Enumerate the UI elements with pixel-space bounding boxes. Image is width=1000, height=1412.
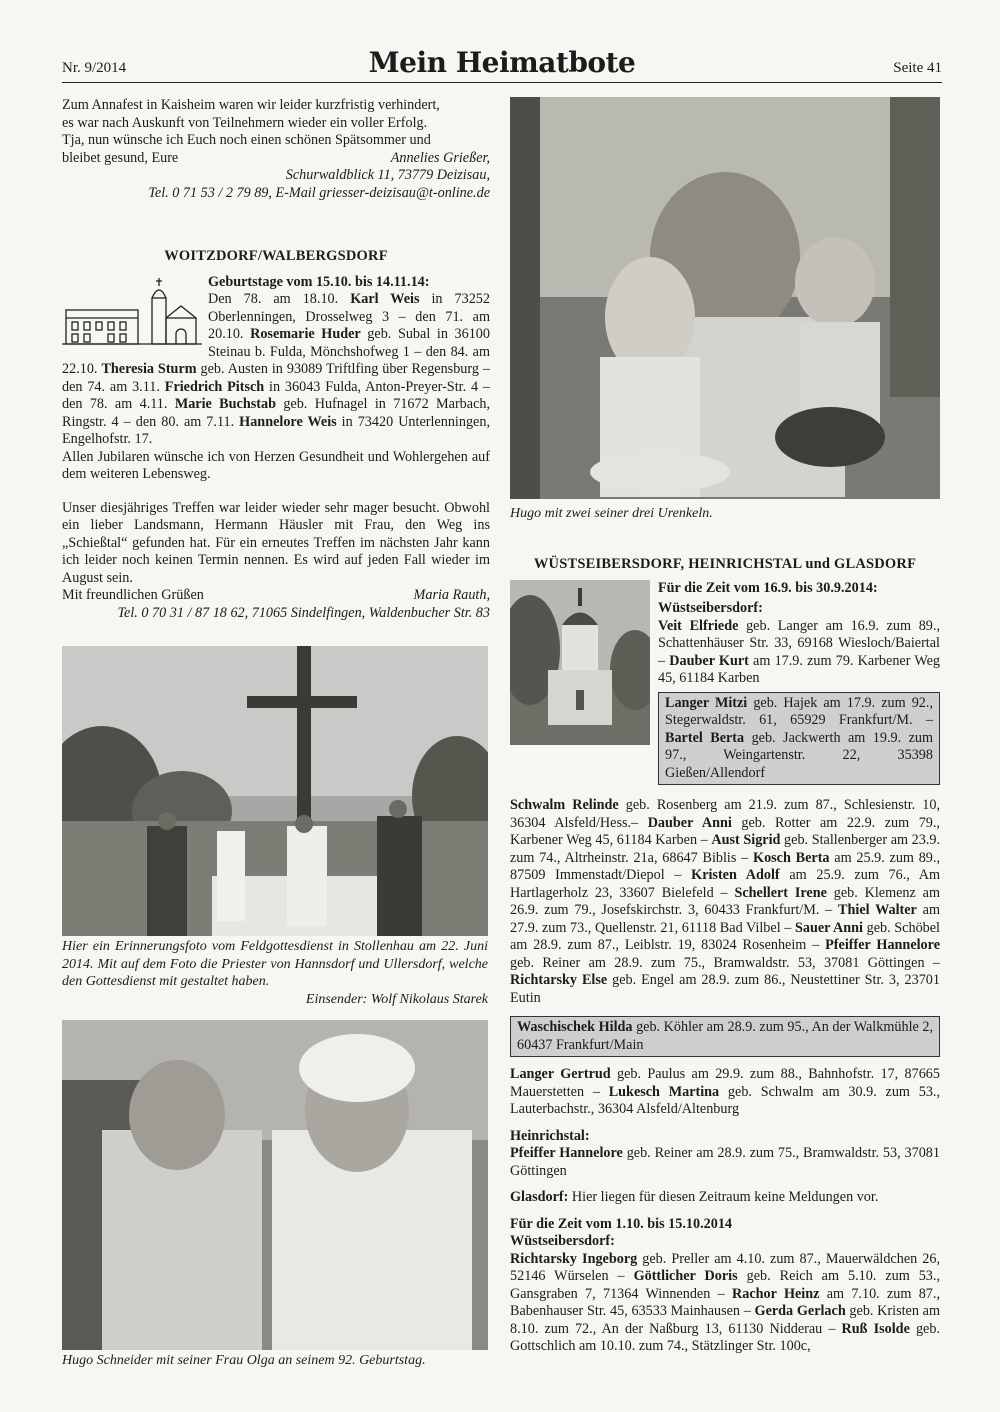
signature-name: Maria Rauth, bbox=[413, 587, 490, 603]
entry-name: Gerda Gerlach bbox=[754, 1303, 846, 1319]
issue-number: Nr. 9/2014 bbox=[62, 60, 127, 76]
entry-text: geb. Gottschlich am 10.10. zum 74., Stätzlinger Str. 100c, bbox=[510, 1320, 940, 1354]
entry-name: Marie Buchstab bbox=[174, 396, 276, 412]
entry-text: am 25.9. zum 89., 87509 Immenstadt/Diepol – bbox=[510, 849, 940, 883]
entry-name: Langer Mitzi bbox=[665, 694, 748, 711]
photo-great-grandchildren bbox=[510, 97, 940, 499]
entry-text: geb. Engel am 28.9. zum 86., Neustettiner Str. 3, 23701 Eutin bbox=[510, 972, 940, 1006]
place-heading: Glasdorf: bbox=[510, 1189, 569, 1205]
entry-text: geb. Reiner am 28.9. zum 75., Bramwaldstr. 53, 37081 Göttingen – bbox=[510, 954, 940, 971]
entry-text: am 25.9. zum 76., Am Hartlagerholz 23, 33607 Bielefeld – bbox=[510, 867, 940, 901]
intro-line: es war nach Auskunft von Teilnehmern wieder ein voller Erfolg. bbox=[62, 114, 428, 131]
entry-text: in 73420 Unterlenningen, Engelhofstr. 17. bbox=[62, 413, 490, 447]
entry-name: Aust Sigrid bbox=[711, 832, 781, 848]
entry-name: Ruß Isolde bbox=[841, 1320, 910, 1337]
entry-name: Karl Weis bbox=[350, 291, 420, 307]
entry-text: Den 78. am 18.10. bbox=[208, 291, 351, 307]
entry-text: geb. Austen in 93089 Triftlfing über Regensburg – den 74. am 3.11. bbox=[62, 361, 491, 395]
entry-name: Richtarsky Else bbox=[510, 972, 608, 988]
entry-name: Friedrich Pitsch bbox=[164, 378, 265, 395]
entry-name: Richtarsky Ingeborg bbox=[510, 1250, 638, 1267]
place-heading: Wüstseibersdorf: bbox=[658, 600, 763, 616]
entry-text: geb. Klemenz am 26.9. zum 79., Josefskirchstr. 3, 60433 Frankfurt/M. – bbox=[510, 884, 940, 918]
intro-closing bbox=[62, 150, 490, 168]
greeting-text: Mit freundlichen Grüßen bbox=[62, 587, 204, 603]
entry-text: geb. Reich am 5.10. zum 53., Gansgraben 7, 71364 Winnenden – bbox=[510, 1268, 940, 1302]
entry-name: Lukesch Martina bbox=[608, 1083, 720, 1100]
caption-sender: Einsender: Wolf Nikolaus Starek bbox=[305, 991, 488, 1007]
entry-text: geb. Köhler am 28.9. zum 95., An der Walkmühle 2, 60437 Frankfurt/Main bbox=[517, 1019, 934, 1053]
entry-text: geb. Preller am 4.10. zum 87., Mauerwäldchen 26, 52146 Würselen – bbox=[510, 1250, 940, 1284]
period-heading: Für die Zeit vom 1.10. bis 15.10.2014 bbox=[510, 1215, 733, 1232]
entry-text: am 17.9. zum 79. Karbener Weg 45, 61184 Karben bbox=[658, 652, 941, 686]
birthdays-block-b bbox=[510, 797, 940, 1007]
entry-name: Schwalm Relinde bbox=[510, 797, 619, 813]
highlight-box-1 bbox=[658, 692, 940, 786]
meeting-text: Unser diesjähriges Treffen war leider wieder sehr mager besucht. Obwohl ein lieber Landsmann, Hermann Häusler mit Frau, den Weg ins „Schießtal“ gefunden hat. Für ein erneutes Treffen im nächsten Jahr kann ich leider noch keinen Termin nennen. Es wird auf jeden Fall wieder im August sein. bbox=[62, 499, 490, 586]
entry-text: in 73252 Oberlenningen, Drosselweg 3 – den 71. am 20.10. bbox=[208, 291, 490, 342]
page-header bbox=[62, 46, 942, 83]
entry-name: Veit Elfriede bbox=[658, 617, 739, 634]
entry-text: geb. Hajek am 17.9. zum 92., Stegerwaldstr. 61, 65929 Frankfurt/M. – bbox=[665, 694, 933, 728]
entry-text: am 7.10. zum 87., Babenhauser Str. 45, 63533 Mainhausen – bbox=[510, 1285, 940, 1319]
entry-name: Sauer Anni bbox=[794, 919, 864, 936]
signature-address: Schurwaldblick 11, 73779 Deizisau, bbox=[285, 167, 490, 183]
entry-name: Pfeiffer Hannelore bbox=[825, 937, 940, 953]
highlight-box-2 bbox=[510, 1016, 940, 1057]
masthead-logo: Mein Heimatbote bbox=[368, 46, 636, 79]
right-column-text bbox=[510, 556, 940, 1356]
entry-text: in 36043 Fulda, Anton-Preyer-Str. 4 – den 78. am 4.11. bbox=[62, 378, 490, 412]
intro-line: Tja, nun wünsche ich Euch noch einen schönen Spätsommer und bbox=[62, 132, 431, 148]
entry-name: Schellert Irene bbox=[734, 884, 827, 901]
closing-greeting bbox=[62, 587, 490, 605]
page-number: Seite 41 bbox=[893, 60, 942, 76]
entry-text: geb. Jackwerth am 19.9. zum 97., Weingartenstr. 22, 35398 Gießen/Allendorf bbox=[665, 729, 933, 781]
entry-text: geb. Langer am 16.9. zum 89., Schattenhäuser Str. 33, 69168 Wiesloch/Baiertal – bbox=[658, 617, 940, 669]
caption-couple: Hugo Schneider mit seiner Frau Olga an seinem 92. Geburtstag. bbox=[62, 1353, 426, 1368]
caption-great-grandchildren: Hugo mit zwei seiner drei Urenkeln. bbox=[510, 506, 713, 521]
section-title-woitzdorf: WOITZDORF/WALBERGSDORF bbox=[164, 248, 388, 264]
left-column-text bbox=[62, 97, 490, 622]
entry-name: Pfeiffer Hannelore bbox=[510, 1145, 623, 1161]
intro-line: Zum Annafest in Kaisheim waren wir leider kurzfristig verhindert, bbox=[62, 97, 440, 113]
wishes-text: Allen Jubilaren wünsche ich von Herzen Gesundheit und Wohlergehen auf dem weiteren Lebensweg. bbox=[62, 448, 490, 482]
entry-text: geb. Rosenberg am 21.9. zum 87., Schlesienstr. 10, 36304 Alsfeld/Hess.– bbox=[510, 797, 940, 831]
entry-name: Rachor Heinz bbox=[732, 1285, 820, 1302]
photo-field-service bbox=[62, 646, 488, 936]
entry-text: geb. Hufnagel in 71672 Marbach, Ringstr. 4 – den 80. am 7.11. bbox=[62, 396, 491, 430]
entry-name: Langer Gertrud bbox=[510, 1066, 611, 1082]
glasdorf-note bbox=[510, 1189, 940, 1207]
village-church-icon bbox=[62, 276, 202, 348]
entry-name: Hannelore Weis bbox=[239, 413, 337, 430]
section-title-wuestseibersdorf: WÜSTSEIBERSDORF, HEINRICHSTAL und GLASDORF bbox=[533, 556, 917, 572]
entry-name: Dauber Anni bbox=[647, 814, 732, 831]
entry-text: geb. Schwalm am 30.9. zum 53., Lauterbachstr., 36304 Alsfeld/Altenburg bbox=[510, 1083, 941, 1117]
place-heading: Heinrichstal: bbox=[510, 1127, 590, 1144]
entry-name: Dauber Kurt bbox=[669, 652, 749, 669]
entry-name: Bartel Berta bbox=[665, 729, 745, 746]
caption-text: Hier ein Erinnerungsfoto vom Feldgottesdienst in Stollenhau am 22. Juni 2014. Mit auf dem Foto die Priester von Hannsdorf und Ullersdorf, welche den Gottesdienst mit gestaltet haben. bbox=[62, 939, 488, 989]
birthday-period-heading: Geburtstage vom 15.10. bis 14.11.14: bbox=[208, 273, 430, 290]
signature-name: Annelies Grießer, bbox=[390, 149, 490, 166]
entry-text: geb. Kristen am 8.10. zum 72., An der Naßburg 13, 61130 Nidderau – bbox=[510, 1303, 940, 1337]
entry-name: Rosemarie Huder bbox=[250, 326, 361, 342]
entry-name: Kosch Berta bbox=[753, 849, 830, 866]
intro-closing-text: bleibet gesund, Eure bbox=[62, 149, 179, 166]
signature-contact: Tel. 0 71 53 / 2 79 89, E-Mail griesser-deizisau@t-online.de bbox=[148, 184, 490, 201]
caption-field-service bbox=[62, 938, 488, 1008]
entry-name: Theresia Sturm bbox=[101, 361, 197, 377]
entry-text: geb. Schöbel am 28.9. zum 87., Leiblstr. 19, 83024 Rosenheim – bbox=[510, 919, 940, 953]
entry-text: am 27.9. zum 73., Quellenstr. 21, 61118 Bad Vilbel – bbox=[510, 902, 940, 936]
entry-name: Waschischek Hilda bbox=[517, 1019, 633, 1035]
birthdays-block-c bbox=[510, 1066, 940, 1119]
birthdays-block-e bbox=[510, 1251, 940, 1356]
period-heading: Für die Zeit vom 16.9. bis 30.9.2014: bbox=[658, 579, 878, 596]
church-photo bbox=[510, 580, 650, 745]
place-heading: Wüstseibersdorf: bbox=[510, 1233, 615, 1249]
entry-name: Thiel Walter bbox=[838, 902, 917, 918]
entry-text: geb. Paulus am 29.9. zum 88., Bahnhofstr. 17, 87665 Mauerstetten – bbox=[510, 1066, 940, 1100]
signature-address: Tel. 0 70 31 / 87 18 62, 71065 Sindelfingen, Waldenbucher Str. 83 bbox=[117, 604, 490, 621]
entry-text: geb. Rotter am 22.9. zum 79., Karbener Weg 45, 61184 Karben – bbox=[510, 814, 940, 848]
entry-text: Hier liegen für diesen Zeitraum keine Meldungen vor. bbox=[568, 1189, 879, 1205]
entry-text: geb. Stallenberger am 23.9. zum 74., Altrheinstr. 21a, 68647 Biblis – bbox=[510, 832, 941, 866]
entry-text: geb. Subal in 36100 Steinau b. Fulda, Mönchshofweg 1 – den 84. am 22.10. bbox=[62, 326, 490, 377]
entry-text: geb. Reiner am 28.9. zum 75., Bramwaldstr. 53, 37081 Göttingen bbox=[510, 1145, 940, 1179]
entry-name: Göttlicher Doris bbox=[633, 1268, 738, 1284]
entry-name: Kristen Adolf bbox=[691, 867, 780, 883]
birthdays-block-d bbox=[510, 1145, 940, 1180]
photo-couple-birthday bbox=[62, 1020, 488, 1350]
